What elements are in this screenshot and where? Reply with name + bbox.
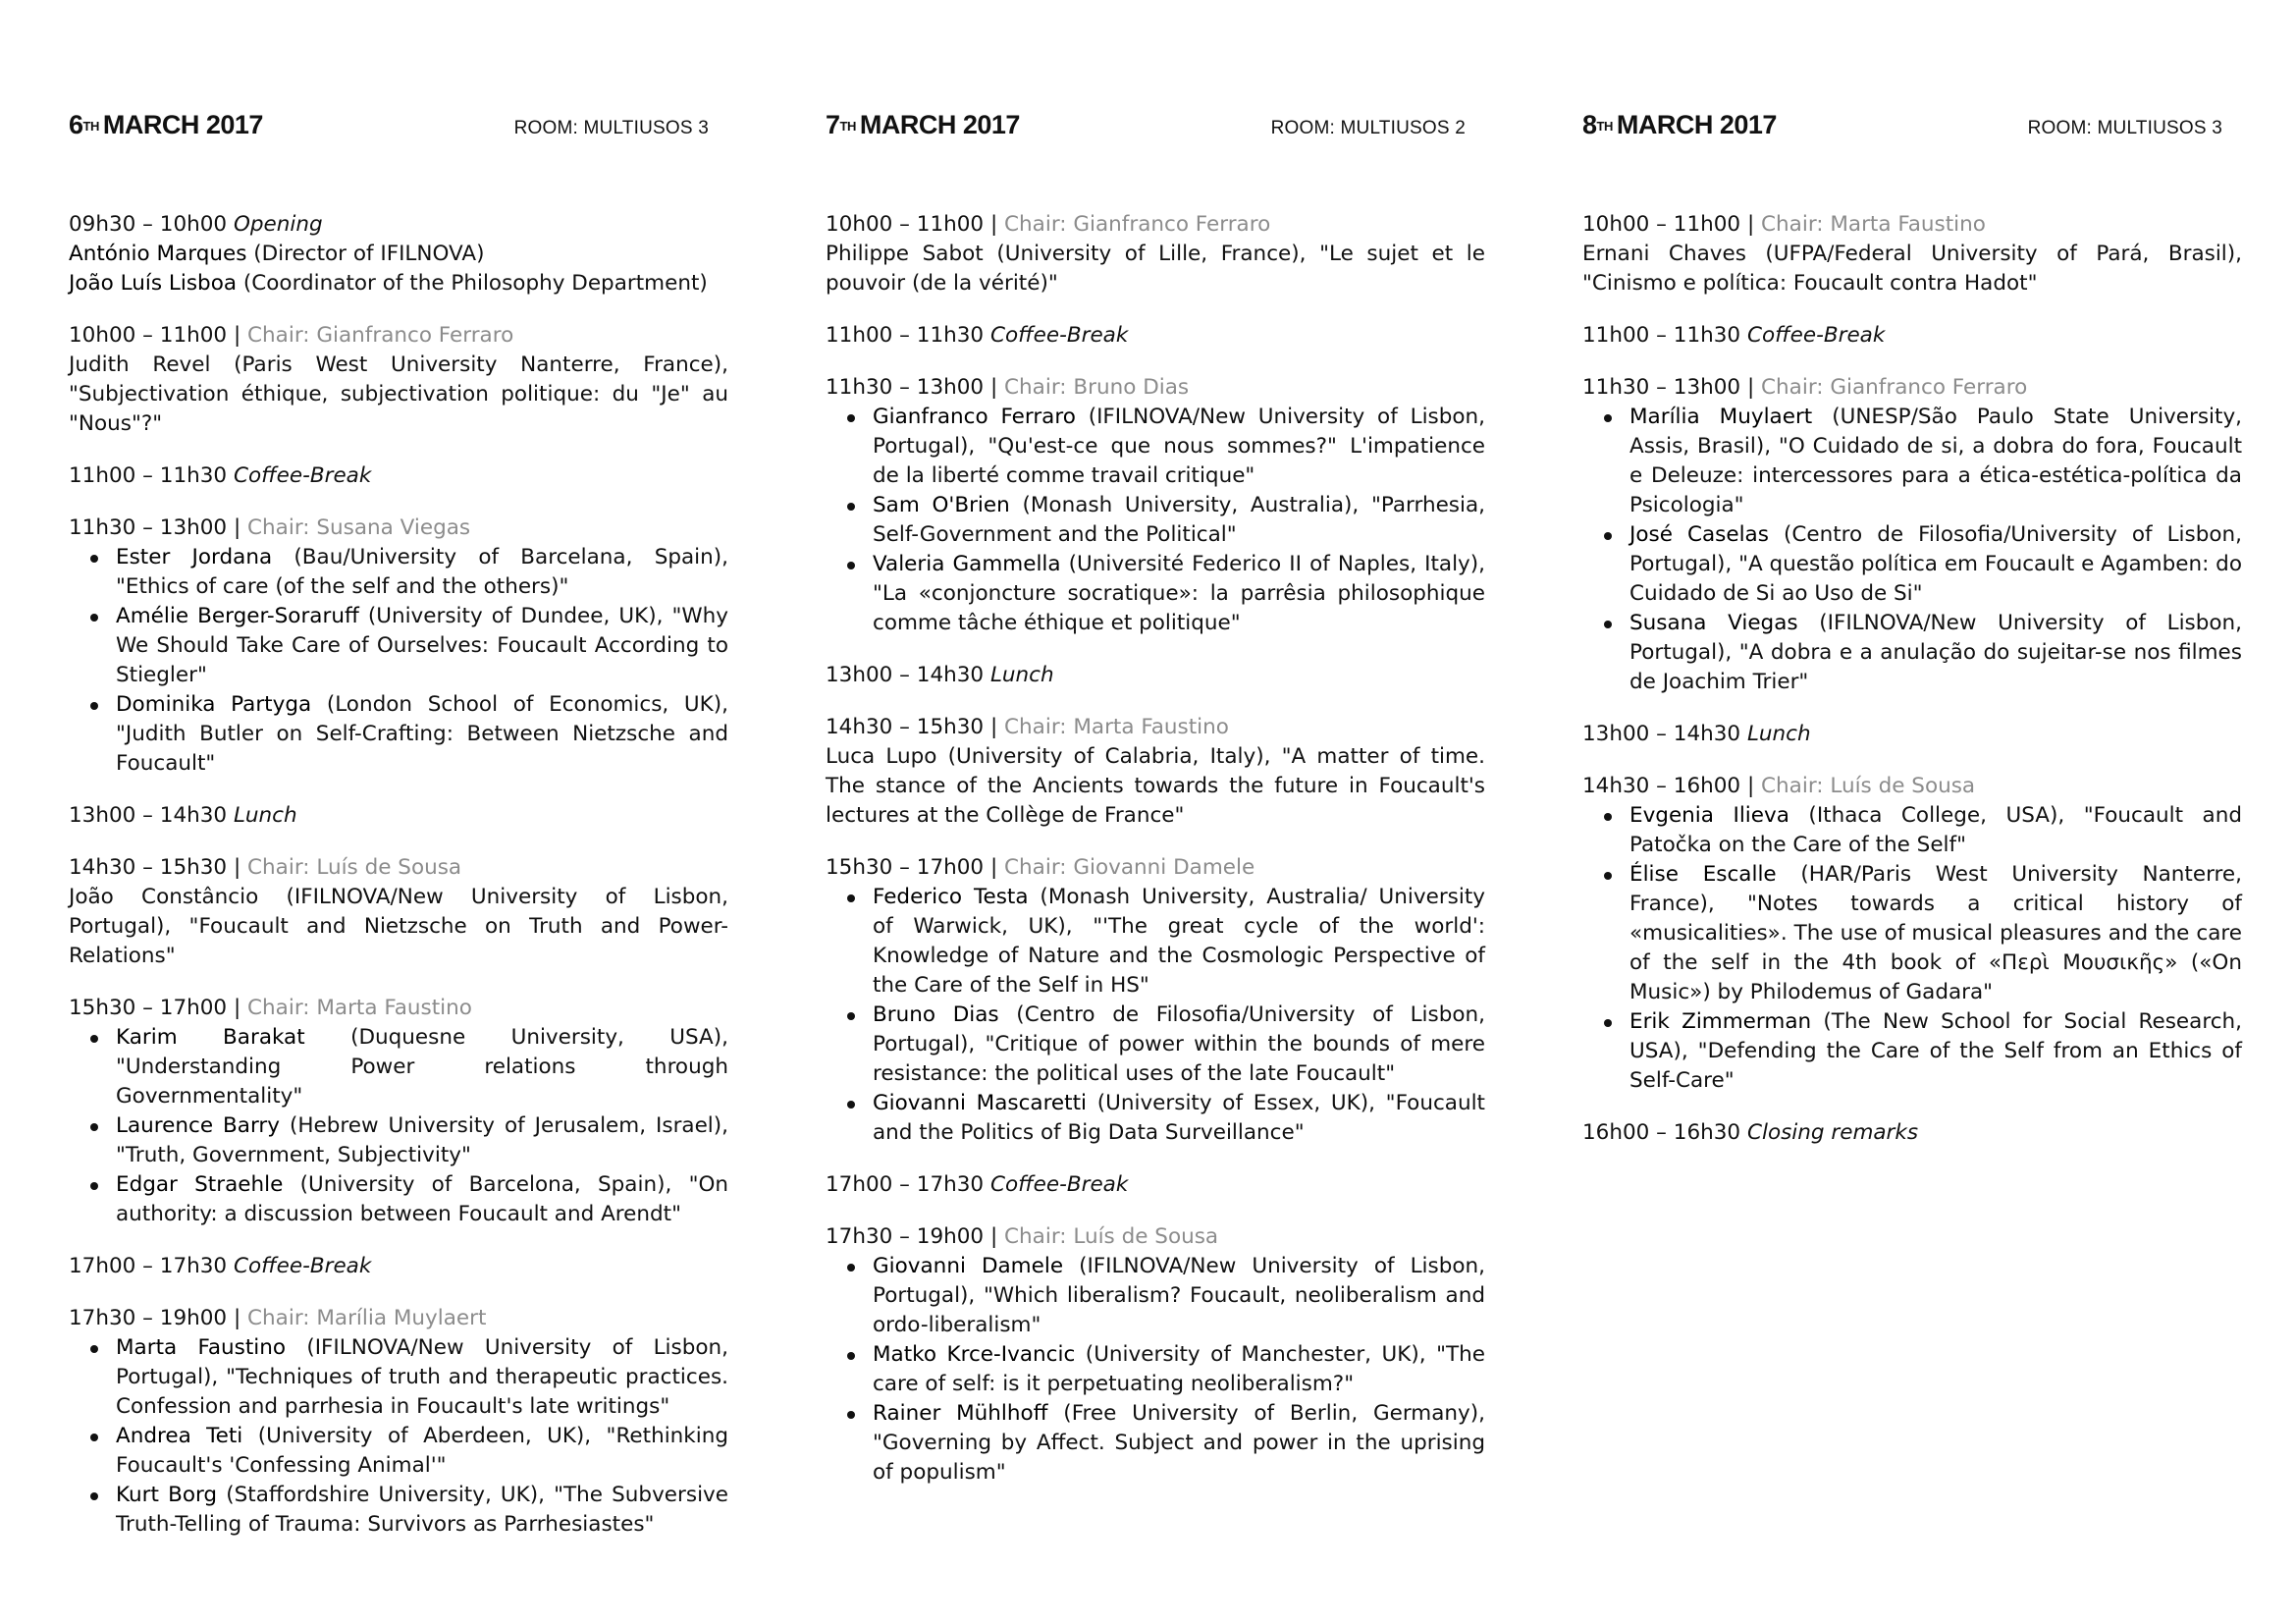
talk-item (873, 550, 1485, 638)
session-time: 13h00 – 14h30 (69, 803, 228, 828)
speaker-name: Edgar Straehle (116, 1172, 284, 1197)
session-title: Coffee-Break (989, 1172, 1129, 1197)
speaker-name: Giovanni Mascaretti (873, 1091, 1087, 1115)
day-column (826, 110, 1485, 1510)
talk-details: (University of Dundee, UK), "Why We Should Take Care of Ourselves: Foucault According to Stiegler" (116, 604, 728, 687)
speaker-name: Erik Zimmerman (1629, 1009, 1812, 1034)
session-time: 14h30 – 16h00 (1582, 774, 1741, 798)
session-time-line (1582, 772, 2242, 801)
session-block (1582, 772, 2242, 1096)
session-time: 13h00 – 14h30 (826, 663, 985, 687)
session-title: Coffee-Break (1746, 323, 1886, 348)
speaker-name: José Caselas (1629, 522, 1769, 547)
day-header (69, 110, 728, 149)
session-time: 14h30 – 15h30 (69, 855, 228, 880)
session-time-line (826, 853, 1485, 883)
talk-item (116, 1422, 728, 1481)
speaker-name: Federico Testa (873, 885, 1029, 909)
session-time: 11h00 – 11h30 (69, 463, 228, 488)
session-time-line (1582, 321, 2242, 351)
talk-item (116, 1333, 728, 1422)
session-block (69, 461, 728, 491)
talk-details: (London School of Economics, UK), "Judith Butler on Self-Crafting: Between Nietzsche and Foucault" (116, 692, 728, 776)
day-number: 7 (826, 110, 840, 139)
talk-item (116, 543, 728, 602)
talk-item (116, 1023, 728, 1111)
speaker-name: Susana Viegas (1629, 611, 1798, 635)
session-chair: Chair: Gianfranco Ferraro (247, 323, 514, 348)
session-time-line (69, 514, 728, 543)
session-time-line (69, 853, 728, 883)
talk-details: (Ithaca College, USA), "Foucault and Patočka on the Care of the Self" (1629, 803, 2242, 857)
session-title: Lunch (233, 803, 297, 828)
talk-item (1629, 403, 2242, 520)
session-time-line (69, 801, 728, 831)
talk-item (116, 1481, 728, 1540)
talk-details: (University of Barcelona, Spain), "On authority: a discussion between Foucault and Arendt" (116, 1172, 729, 1226)
chair-separator: | (984, 715, 1005, 739)
day-number: 6 (69, 110, 83, 139)
day-heading (1582, 110, 1777, 140)
session-block (826, 713, 1485, 831)
talk-item (873, 1252, 1485, 1340)
session-block (1582, 1118, 2242, 1148)
talk-details: (Hebrew University of Jerusalem, Israel), "Truth, Government, Subjectivity" (116, 1113, 729, 1167)
day-heading (69, 110, 263, 140)
session-time: 11h30 – 13h00 (1582, 375, 1741, 400)
session-time-line (826, 1222, 1485, 1252)
session-time: 17h30 – 19h00 (826, 1224, 985, 1249)
session-block (69, 1252, 728, 1281)
speaker-name: Karim Barakat (116, 1025, 305, 1050)
session-time-line (69, 994, 728, 1023)
chair-separator: | (227, 323, 248, 348)
session-block (826, 661, 1485, 690)
session-title: Lunch (989, 663, 1054, 687)
session-time-line (69, 461, 728, 491)
day-month: MARCH 2017 (102, 110, 263, 139)
session-time: 15h30 – 17h00 (69, 996, 228, 1020)
session-time: 11h30 – 13h00 (826, 375, 985, 400)
talk-list (1582, 403, 2242, 697)
talk-details: (Duquesne University, USA), "Understanding Power relations through Governmentality" (116, 1025, 728, 1109)
session-time: 14h30 – 15h30 (826, 715, 985, 739)
session-chair: Chair: Susana Viegas (247, 515, 471, 540)
talk-details: (University of Essex, UK), "Foucault and the Politics of Big Data Surveillance" (873, 1091, 1485, 1145)
session-time: 11h00 – 11h30 (826, 323, 985, 348)
room-label: ROOM: MULTIUSOS 3 (2027, 118, 2222, 138)
speaker-name: Marta Faustino (116, 1335, 287, 1360)
session-time-line (826, 1170, 1485, 1200)
day-column (69, 110, 728, 1562)
session-title: Lunch (1746, 722, 1811, 746)
chair-separator: | (1740, 774, 1762, 798)
session-time: 10h00 – 11h00 (69, 323, 228, 348)
speaker-name: Gianfranco Ferraro (873, 405, 1076, 429)
talk-item (116, 1170, 728, 1229)
session-time: 10h00 – 11h00 (1582, 212, 1741, 237)
plenary-talk: Luca Lupo (University of Calabria, Italy), "A matter of time. The stance of the Ancients towards the future in Foucault's lectures at the Collège de France" (826, 744, 1485, 828)
talk-item (116, 1111, 728, 1170)
session-chair: Chair: Gianfranco Ferraro (1761, 375, 2028, 400)
session-block (69, 321, 728, 439)
chair-separator: | (227, 515, 248, 540)
session-block (69, 853, 728, 971)
talk-item (873, 403, 1485, 491)
session-chair: Chair: Bruno Dias (1004, 375, 1190, 400)
day-ordinal: TH (82, 119, 99, 134)
talk-item (1629, 1007, 2242, 1096)
talk-details: (Monash University, Australia/ University of Warwick, UK), "'The great cycle of the world': Knowledge of Nature and the Cosmologic Perspective of the Care of the Self in HS" (873, 885, 1485, 998)
speaker-name: Marília Muylaert (1629, 405, 1813, 429)
session-time: 15h30 – 17h00 (826, 855, 985, 880)
talk-item (873, 1340, 1485, 1399)
session-title: Coffee-Break (233, 1254, 372, 1278)
session-block (69, 801, 728, 831)
talk-details: (Bau/University of Barcelana, Spain), "Ethics of care (of the self and the others)" (116, 545, 728, 599)
session-block (1582, 321, 2242, 351)
session-time-line (826, 210, 1485, 240)
chair-separator: | (227, 855, 248, 880)
talk-details: (University of Manchester, UK), "The care of self: is it perpetuating neoliberalism?" (873, 1342, 1485, 1396)
talk-item (873, 1089, 1485, 1148)
session-chair: Chair: Marta Faustino (1004, 715, 1229, 739)
session-time-line (69, 1304, 728, 1333)
session-time-line (826, 321, 1485, 351)
session-block (69, 1304, 728, 1540)
talk-list (69, 1333, 728, 1540)
session-block (1582, 373, 2242, 697)
session-time: 17h00 – 17h30 (69, 1254, 228, 1278)
session-chair: Chair: Marília Muylaert (247, 1306, 487, 1330)
speaker-name: Dominika Partyga (116, 692, 312, 717)
plenary-talk: Judith Revel (Paris West University Nanterre, France), "Subjectivation éthique, subjectivation politique: du "Je" au "Nous"?" (69, 352, 728, 436)
talk-details: (Free University of Berlin, Germany), "Governing by Affect. Subject and power in the uprising of populism" (873, 1401, 1485, 1485)
day-month: MARCH 2017 (1616, 110, 1777, 139)
day-header (1582, 110, 2242, 149)
speaker-name: Giovanni Damele (873, 1254, 1064, 1278)
talk-details: (Centro de Filosofia/University of Lisbon, Portugal), "A questão política em Foucault e Agamben: do Cuidado de Si ao Uso de Si" (1629, 522, 2242, 606)
day-number: 8 (1582, 110, 1597, 139)
session-title: Coffee-Break (233, 463, 372, 488)
talk-details: (Staffordshire University, UK), "The Subversive Truth-Telling of Trauma: Survivors as Parrhesiastes" (116, 1483, 728, 1537)
talk-item (873, 883, 1485, 1001)
session-chair: Chair: Luís de Sousa (1761, 774, 1976, 798)
session-time: 10h00 – 11h00 (826, 212, 985, 237)
talk-details: (HAR/Paris West University Nanterre, France), "Notes towards a critical history of «musicalities». The use of musical pleasures and the care of the self in the 4th book of «Περὶ Μουσικῆς» («On Music») by Philodemus of Gadara" (1629, 862, 2242, 1004)
day-heading (826, 110, 1020, 140)
session-chair: Chair: Luís de Sousa (1004, 1224, 1219, 1249)
speaker-name: Andrea Teti (116, 1424, 243, 1448)
talk-item (1629, 860, 2242, 1007)
session-time: 17h00 – 17h30 (826, 1172, 985, 1197)
room-label: ROOM: MULTIUSOS 3 (513, 118, 709, 138)
session-time-line (826, 373, 1485, 403)
session-block (826, 321, 1485, 351)
speaker-name: Bruno Dias (873, 1002, 999, 1027)
talk-item (1629, 801, 2242, 860)
talk-details: (Monash University, Australia), "Parrhesia, Self-Government and the Political" (873, 493, 1485, 547)
session-block (826, 373, 1485, 638)
talk-list (826, 883, 1485, 1148)
plenary-talk: João Constâncio (IFILNOVA/New University of Lisbon, Portugal), "Foucault and Nietzsche on Truth and Power-Relations" (69, 885, 728, 968)
chair-separator: | (227, 1306, 248, 1330)
talk-details: (IFILNOVA/New University of Lisbon, Portugal), "Qu'est-ce que nous sommes?" L'impatience de la liberté comme travail critique" (873, 405, 1486, 488)
day-ordinal: TH (839, 119, 856, 134)
speaker-name: Laurence Barry (116, 1113, 280, 1138)
opening-speaker (69, 269, 728, 298)
session-time-line (69, 210, 728, 240)
session-block (826, 210, 1485, 298)
talk-details: (Université Federico II of Naples, Italy), "La «conjoncture socratique»: la parrêsia philosophique comme tâche éthique et politique" (873, 552, 1485, 635)
talk-list (69, 1023, 728, 1229)
speaker-name: Rainer Mühlhoff (873, 1401, 1048, 1426)
speaker-name: Sam O'Brien (873, 493, 1010, 517)
talk-details: (University of Aberdeen, UK), "Rethinking Foucault's 'Confessing Animal'" (116, 1424, 728, 1478)
speaker-name: Élise Escalle (1629, 862, 1777, 887)
day-ordinal: TH (1596, 119, 1613, 134)
session-title: Coffee-Break (989, 323, 1129, 348)
session-time: 17h30 – 19h00 (69, 1306, 228, 1330)
talk-item (116, 602, 728, 690)
session-title: Opening (233, 212, 323, 237)
speaker-name: Evgenia Ilieva (1629, 803, 1789, 828)
chair-separator: | (1740, 212, 1762, 237)
talk-item (1629, 609, 2242, 697)
session-block (826, 1222, 1485, 1488)
chair-separator: | (984, 375, 1005, 400)
talk-details: (IFILNOVA/New University of Lisbon, Portugal), "Which liberalism? Foucault, neoliberalism and ordo-liberalism" (873, 1254, 1485, 1337)
speaker-role: (Coordinator of the Philosophy Department) (237, 271, 708, 296)
session-block (826, 1170, 1485, 1200)
session-time-line (69, 1252, 728, 1281)
session-time-line (826, 713, 1485, 742)
plenary-talk: Philippe Sabot (University of Lille, France), "Le sujet et le pouvoir (de la vérité)" (826, 242, 1485, 296)
session-block (826, 853, 1485, 1148)
talk-list (826, 403, 1485, 638)
session-block (69, 994, 728, 1229)
session-time: 13h00 – 14h30 (1582, 722, 1741, 746)
chair-separator: | (227, 996, 248, 1020)
session-time-line (69, 321, 728, 351)
session-time-line (1582, 373, 2242, 403)
session-block (69, 210, 728, 298)
day-header (826, 110, 1485, 149)
talk-list (1582, 801, 2242, 1096)
session-time: 11h30 – 13h00 (69, 515, 228, 540)
chair-separator: | (1740, 375, 1762, 400)
talk-item (873, 491, 1485, 550)
session-time: 11h00 – 11h30 (1582, 323, 1741, 348)
talk-list (69, 543, 728, 779)
talk-list (826, 1252, 1485, 1488)
chair-separator: | (984, 1224, 1005, 1249)
session-block (1582, 720, 2242, 749)
session-chair: Chair: Marta Faustino (247, 996, 472, 1020)
day-month: MARCH 2017 (859, 110, 1020, 139)
talk-details: (IFILNOVA/New University of Lisbon, Portugal), "A dobra e a anulação do sujeitar-se nos filmes de Joachim Trier" (1629, 611, 2243, 694)
talk-details: (IFILNOVA/New University of Lisbon, Portugal), "Techniques of truth and therapeutic practices. Confession and parrhesia in Foucault's late writings" (116, 1335, 728, 1419)
session-title: Closing remarks (1746, 1120, 1919, 1145)
talk-item (873, 1399, 1485, 1488)
talk-item (116, 690, 728, 779)
speaker-name: António Marques (69, 242, 247, 266)
opening-speaker (69, 240, 728, 269)
session-block (1582, 210, 2242, 298)
speaker-name: Kurt Borg (116, 1483, 218, 1507)
speaker-name: Matko Krce-Ivancic (873, 1342, 1076, 1367)
room-label: ROOM: MULTIUSOS 2 (1270, 118, 1466, 138)
speaker-name: João Luís Lisboa (69, 271, 238, 296)
talk-details: (UNESP/São Paulo State University, Assis, Brasil), "O Cuidado de si, a dobra do fora, Foucault e Deleuze: intercessores para a ética-estética-política da Psicologia" (1629, 405, 2242, 517)
speaker-name: Valeria Gammella (873, 552, 1061, 576)
speaker-name: Amélie Berger-Soraruff (116, 604, 359, 628)
chair-separator: | (984, 212, 1005, 237)
session-time-line (826, 661, 1485, 690)
session-chair: Chair: Gianfranco Ferraro (1004, 212, 1271, 237)
session-chair: Chair: Luís de Sousa (247, 855, 462, 880)
talk-item (873, 1001, 1485, 1089)
session-time-line (1582, 720, 2242, 749)
plenary-talk: Ernani Chaves (UFPA/Federal University of Pará, Brasil), "Cinismo e política: Foucault contra Hadot" (1582, 242, 2242, 296)
speaker-role: (Director of IFILNOVA) (246, 242, 485, 266)
talk-details: (Centro de Filosofia/University of Lisbon, Portugal), "Critique of power within the bounds of mere resistance: the political uses of the late Foucault" (873, 1002, 1485, 1086)
session-time: 16h00 – 16h30 (1582, 1120, 1741, 1145)
session-time: 09h30 – 10h00 (69, 212, 228, 237)
talk-details: (The New School for Social Research, USA), "Defending the Care of the Self from an Ethics of Self-Care" (1629, 1009, 2242, 1093)
session-block (69, 514, 728, 779)
session-chair: Chair: Marta Faustino (1761, 212, 1986, 237)
chair-separator: | (984, 855, 1005, 880)
session-chair: Chair: Giovanni Damele (1004, 855, 1255, 880)
session-time-line (1582, 1118, 2242, 1148)
speaker-name: Ester Jordana (116, 545, 273, 569)
session-time-line (1582, 210, 2242, 240)
day-column (1582, 110, 2242, 1170)
talk-item (1629, 520, 2242, 609)
